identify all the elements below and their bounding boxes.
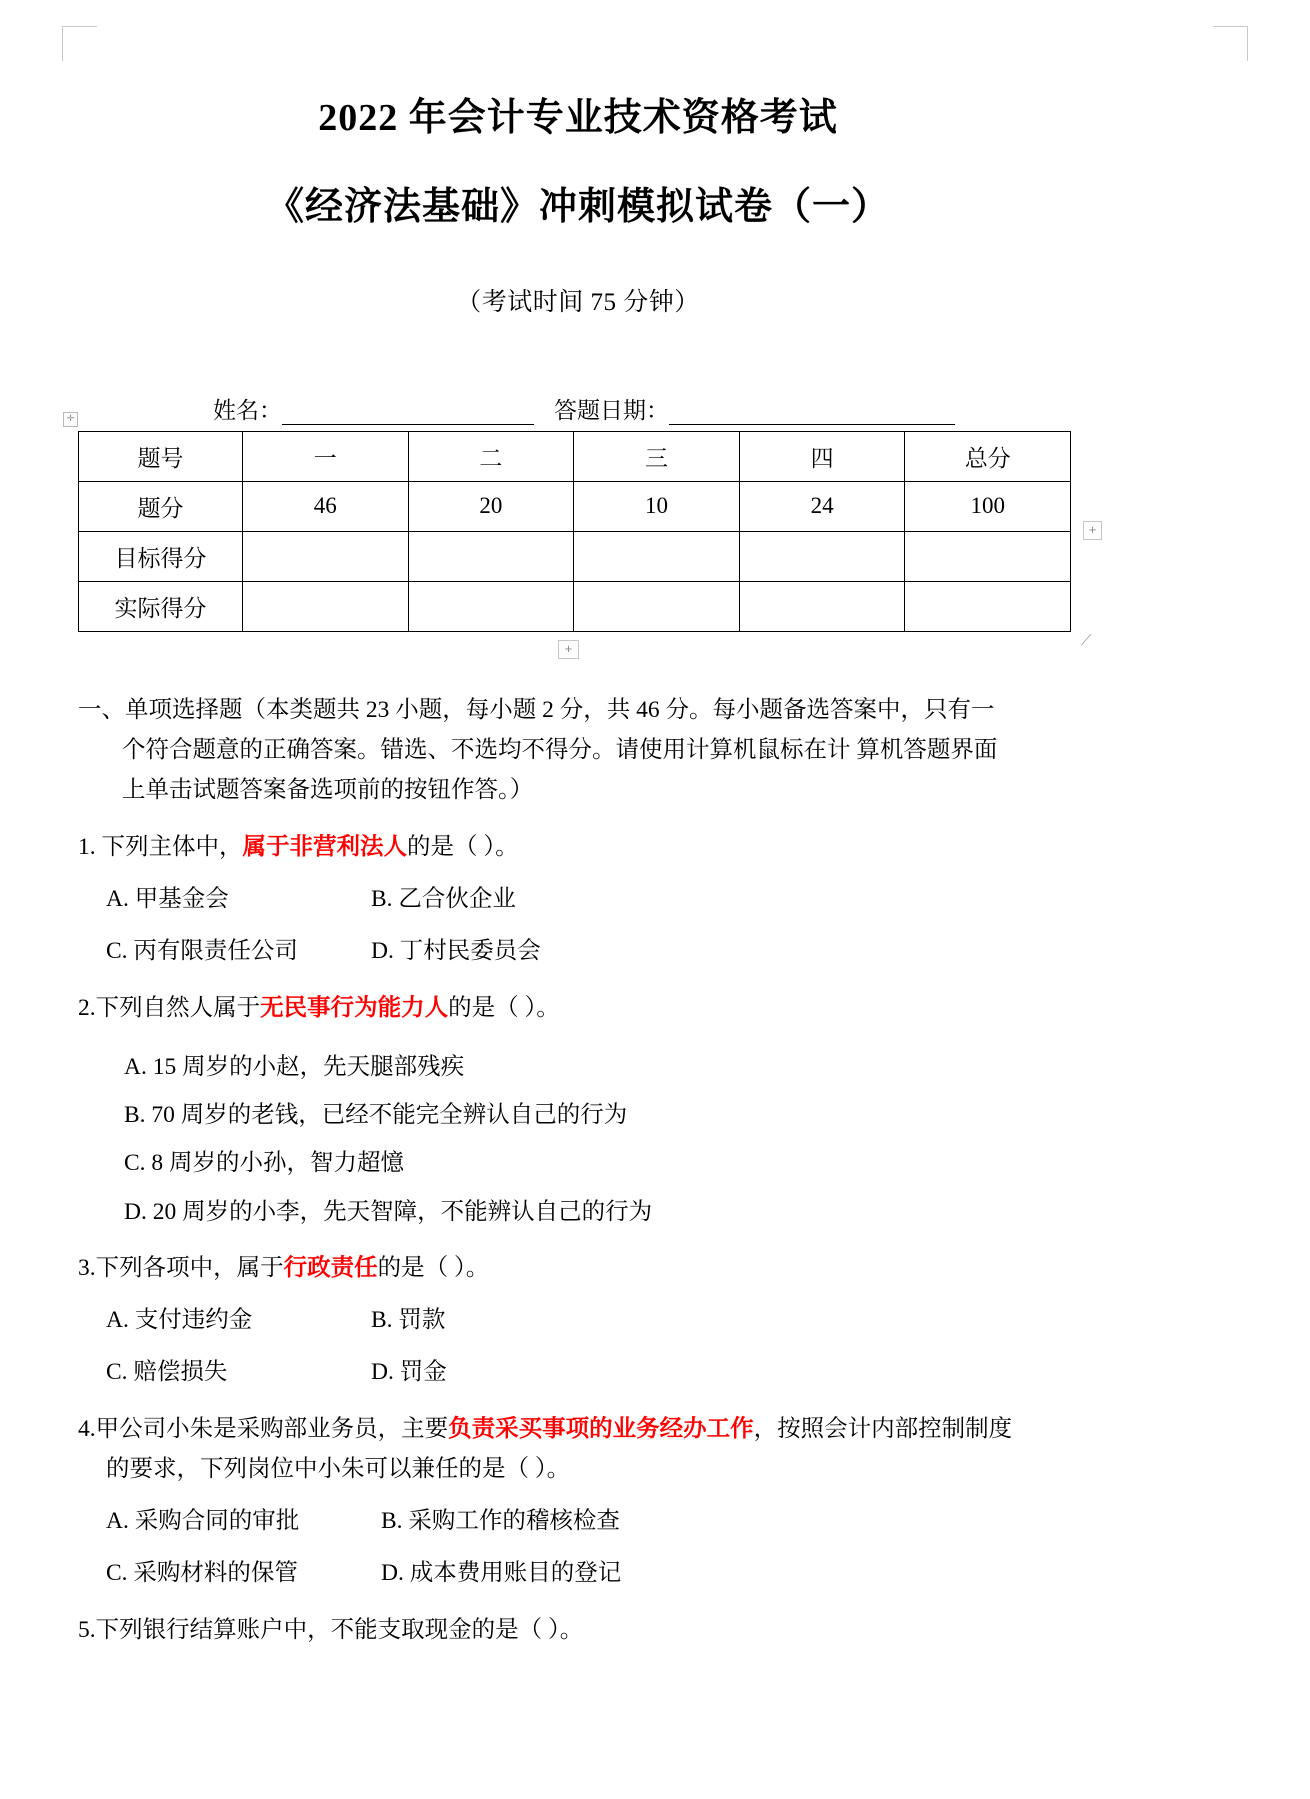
question-stem: [78, 1249, 1078, 1289]
stem-text-pre: 下列各项中，属于: [95, 1255, 284, 1282]
table-cell[interactable]: [905, 581, 1071, 631]
question-1-options-row-1: [78, 868, 1078, 920]
table-cell[interactable]: 100: [905, 481, 1071, 531]
date-field[interactable]: [554, 392, 955, 425]
stem-text-post: ，按照会计内部控制制度: [753, 1416, 1013, 1443]
name-input-rule[interactable]: [282, 404, 534, 425]
question-2: [78, 972, 1078, 1029]
section-heading-line-1: 一、单项选择题（本类题共 23 小题，每小题 2 分，共 46 分。每小题备选答案中，只有一: [78, 696, 995, 723]
crop-mark-top-right: [1213, 26, 1248, 61]
date-input-rule[interactable]: [669, 404, 955, 425]
option-a[interactable]: A. 甲基金会: [106, 885, 229, 912]
stem-text-pre: 甲公司小朱是采购部业务员，主要: [95, 1416, 449, 1443]
option-d[interactable]: D. 罚金: [371, 1359, 447, 1386]
question-1-options-row-2: [78, 920, 1078, 972]
table-row: [79, 481, 1071, 531]
question-number: 3.: [78, 1255, 96, 1282]
table-cell[interactable]: 三: [574, 431, 740, 481]
document-content: [66, 0, 1097, 1651]
question-1: [78, 811, 1078, 868]
stem-text-post: 的是（ ）。: [407, 833, 519, 860]
date-label: 答题日期：: [554, 397, 669, 423]
question-stem: [78, 989, 1078, 1029]
option-d[interactable]: D. 成本费用账目的登记: [381, 1559, 622, 1586]
question-3-options-row-2: [78, 1341, 1078, 1393]
question-4-options-row-1: [78, 1490, 1078, 1542]
option-b[interactable]: B. 70 周岁的老钱，已经不能完全辨认自己的行为: [124, 1102, 628, 1129]
stem-text-post: 的是（ ）。: [377, 1255, 490, 1282]
question-3-options-row-1: [78, 1289, 1078, 1341]
option-c[interactable]: C. 丙有限责任公司: [106, 937, 298, 964]
table-cell[interactable]: [739, 581, 905, 631]
question-4: [78, 1393, 1078, 1490]
row-label: 题号: [79, 431, 243, 481]
section-heading-line-3: 上单击试题答案备选项前的按钮作答。）: [122, 777, 534, 804]
table-cell[interactable]: 20: [408, 481, 574, 531]
stem-text-pre: 下列主体中，: [101, 833, 243, 860]
identity-line: [78, 318, 1078, 425]
question-stem: [78, 1410, 1078, 1450]
table-cell[interactable]: 一: [243, 431, 409, 481]
table-row: [79, 581, 1071, 631]
option-a[interactable]: A. 采购合同的审批: [106, 1507, 300, 1534]
table-cell[interactable]: [739, 531, 905, 581]
question-5: [78, 1594, 1078, 1651]
stem-highlight: 无民事行为能力人: [260, 994, 449, 1021]
option-b[interactable]: B. 乙合伙企业: [371, 885, 516, 912]
option-b[interactable]: B. 罚款: [371, 1307, 446, 1334]
stem-highlight: 负责采买事项的业务经办工作: [448, 1416, 754, 1443]
table-cell[interactable]: 四: [739, 431, 905, 481]
table-move-handle-icon[interactable]: ✛: [63, 412, 78, 427]
stem-highlight: 属于非营利法人: [242, 833, 407, 860]
table-cell[interactable]: 24: [739, 481, 905, 531]
insert-column-button[interactable]: +: [558, 640, 579, 659]
question-number: 1.: [78, 833, 96, 860]
stem-highlight: 行政责任: [283, 1255, 378, 1282]
question-stem-line-2: 的要求，下列岗位中小朱可以兼任的是（ ）。: [106, 1456, 571, 1482]
row-label: 目标得分: [79, 531, 243, 581]
section-heading-line-2: 个符合题意的正确答案。错选、不选均不得分。请使用计算机鼠标在计 算机答题界面: [122, 737, 998, 764]
table-cell[interactable]: [243, 531, 409, 581]
question-2-options: [78, 1029, 1078, 1233]
question-stem: [78, 1611, 1078, 1651]
question-stem: [78, 828, 1078, 868]
row-label: 实际得分: [79, 581, 243, 631]
table-cell[interactable]: 二: [408, 431, 574, 481]
table-row: [79, 431, 1071, 481]
exam-duration-subtitle: （考试时间 75 分钟）: [456, 288, 700, 316]
table-cell[interactable]: [243, 581, 409, 631]
option-a[interactable]: A. 15 周岁的小赵，先天腿部残疾: [124, 1053, 465, 1080]
name-field[interactable]: [213, 392, 534, 425]
score-table: [78, 431, 1071, 632]
table-resize-grip-icon[interactable]: ⟋: [1081, 631, 1092, 649]
table-cell[interactable]: [905, 531, 1071, 581]
option-d[interactable]: D. 20 周岁的小李，先天智障，不能辨认自己的行为: [124, 1198, 653, 1225]
row-label: 题分: [79, 481, 243, 531]
stem-text-post: 的是（ ）。: [448, 994, 560, 1021]
stem-text-pre: 下列银行结算账户中，不能支取现金的是（ ）。: [95, 1616, 584, 1643]
table-cell[interactable]: [574, 531, 740, 581]
table-cell[interactable]: 总分: [905, 431, 1071, 481]
option-b[interactable]: B. 采购工作的稽核检查: [381, 1507, 620, 1534]
question-number: 2.: [78, 994, 96, 1021]
question-4-options-row-2: [78, 1542, 1078, 1594]
option-c[interactable]: C. 8 周岁的小孙，智力超憶: [124, 1150, 405, 1177]
exam-title-line-2: 《经济法基础》冲刺模拟试卷（一）: [265, 185, 890, 228]
option-d[interactable]: D. 丁村民委员会: [371, 937, 541, 964]
name-label: 姓名：: [213, 397, 282, 423]
table-cell[interactable]: 10: [574, 481, 740, 531]
table-cell[interactable]: 46: [243, 481, 409, 531]
score-table-wrapper: [66, 412, 1097, 656]
stem-text-pre: 下列自然人属于: [95, 994, 261, 1021]
option-c[interactable]: C. 赔偿损失: [106, 1359, 228, 1386]
question-3: [78, 1232, 1078, 1289]
exam-title-line-1: 2022 年会计专业技术资格考试: [318, 97, 838, 139]
insert-row-button[interactable]: +: [1083, 521, 1102, 540]
option-a[interactable]: A. 支付违约金: [106, 1307, 253, 1334]
option-c[interactable]: C. 采购材料的保管: [106, 1559, 298, 1586]
table-cell[interactable]: [408, 581, 574, 631]
table-cell[interactable]: [408, 531, 574, 581]
question-number: 5.: [78, 1616, 96, 1643]
table-row: [79, 531, 1071, 581]
question-number: 4.: [78, 1416, 96, 1443]
table-cell[interactable]: [574, 581, 740, 631]
